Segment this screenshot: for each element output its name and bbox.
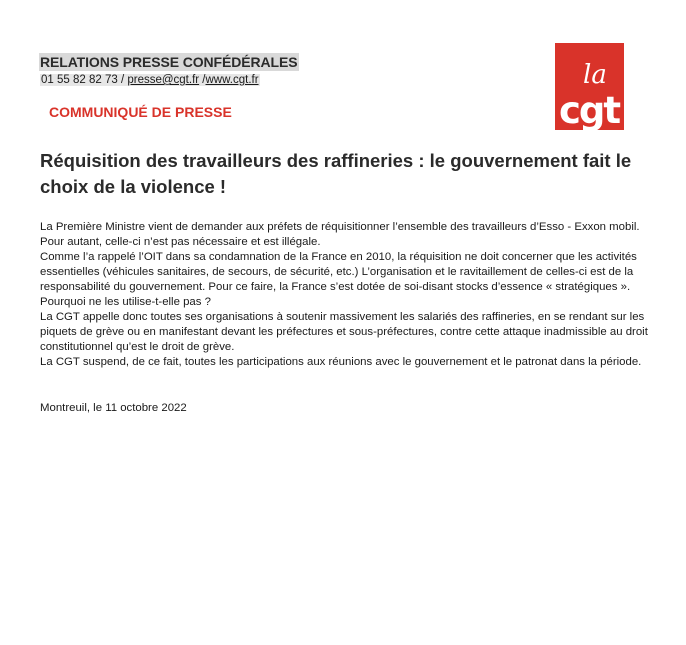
website-link[interactable]: www.cgt.fr: [205, 74, 259, 86]
press-release-body: [40, 220, 660, 370]
contact-separator: /: [199, 74, 206, 86]
cgt-logo: [555, 43, 624, 130]
body-paragraph: La CGT appelle donc toutes ses organisations à soutenir massivement les salariés des raffineries, en se rendant sur les piquets de grève ou en manifestant devant les préfectures et sous-préfectures, contre cette attaque inadmissible au droit constitutionnel qu’est le droit de grève.: [40, 311, 648, 353]
body-paragraph: La CGT suspend, de ce fait, toutes les participations aux réunions avec le gouvernement et le patronat dans la période.: [40, 356, 642, 368]
phone-number: 01 55 82 82 73: [41, 74, 118, 86]
body-paragraph: Comme l’a rappelé l’OIT dans sa condamnation de la France en 2010, la réquisition ne doit concerner que les activités essentielles (véhicules sanitaires, de secours, de sécurité, etc.) L’organisation et le ravitaillement de celles-ci est de la responsabilité du gouvernement. Pour ce faire, la France s’est dotée de soi-disant stocks d’essence « stratégiques ». Pourquoi ne les utilise-t-elle pas ?: [40, 251, 637, 308]
press-relations-title: RELATIONS PRESSE CONFÉDÉRALES: [40, 54, 298, 70]
communique-label: COMMUNIQUÉ DE PRESSE: [49, 104, 232, 120]
contact-separator: /: [117, 74, 128, 86]
body-paragraph: La Première Ministre vient de demander aux préfets de réquisitionner l’ensemble des travailleurs d’Esso - Exxon mobil.: [40, 221, 640, 233]
place-date: Montreuil, le 11 octobre 2022: [40, 402, 187, 414]
logo-brand-text: cgt: [558, 89, 620, 130]
email-link[interactable]: presse@cgt.fr: [127, 74, 200, 86]
contact-line: [40, 74, 260, 86]
logo-small-text: la: [583, 60, 607, 90]
headline: Réquisition des travailleurs des raffineries : le gouvernement fait le choix de la violence !: [40, 150, 632, 197]
body-paragraph: Pour autant, celle-ci n’est pas nécessaire et est illégale.: [40, 236, 321, 248]
